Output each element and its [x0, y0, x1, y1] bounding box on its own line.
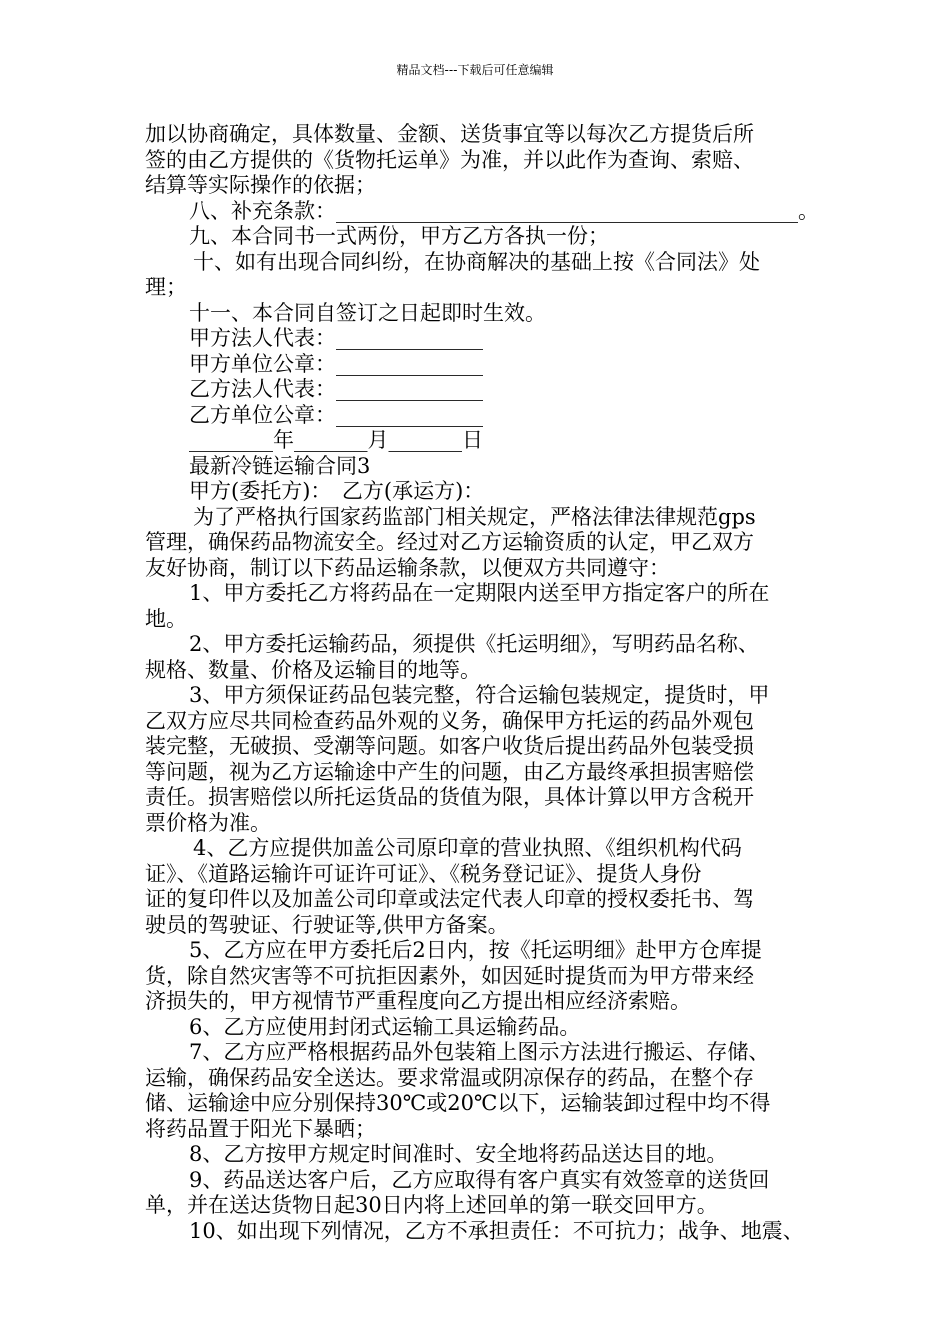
item-2: 2、甲方委托运输药品，须提供《托运明细》，写明药品名称、 — [189, 632, 759, 656]
party-b-legal-rep: 乙方法人代表：______________ — [189, 377, 483, 401]
text-line: 为了严格执行国家药监部门相关规定，严格法律法律规范gps — [193, 504, 756, 529]
text-line: 运输，确保药品安全送达。要求常温或阴凉保存的药品，在整个存 — [145, 1065, 754, 1090]
text-line: 票价格为准。 — [145, 810, 271, 835]
text-line: 结算等实际操作的依据； — [145, 173, 376, 197]
clause-9: 九、本合同书一式两份，甲方乙方各执一份； — [189, 224, 609, 248]
text-line: 单，并在送达货物日起30日内将上述回单的第一联交回甲方。 — [145, 1193, 718, 1217]
text-line: 签的由乙方提供的《货物托运单》为准，并以此作为查询、索赔、 — [145, 147, 754, 172]
item-1: 1、甲方委托乙方将药品在一定期限内送至甲方指定客户的所在 — [189, 581, 770, 605]
text-line: 证》、《道路运输许可证许可证》、《税务登记证》、提货人身份 — [145, 861, 702, 886]
text-line: 友好协商，制订以下药品运输条款，以便双方共同遵守： — [145, 555, 670, 580]
date-line: ________年_______月_______日 — [189, 428, 483, 452]
party-b-seal: 乙方单位公章：______________ — [189, 402, 483, 427]
text-line: 证的复印件以及加盖公司印章或法定代表人印章的授权委托书、驾 — [145, 887, 754, 911]
item-9: 9、药品送达客户后，乙方应取得有客户真实有效签章的送货回 — [189, 1167, 770, 1192]
text-line: 管理，确保药品物流安全。经过对乙方运输资质的认定，甲乙双方 — [145, 530, 754, 554]
item-3: 3、甲方须保证药品包装完整，符合运输包装规定，提货时，甲 — [189, 683, 770, 707]
item-8: 8、乙方按甲方规定时间准时、安全地将药品送达目的地。 — [189, 1142, 728, 1166]
item-7: 7、乙方应严格根据药品外包装箱上图示方法进行搬运、存储、 — [189, 1040, 770, 1064]
text-line: 规格、数量、价格及运输目的地等。 — [145, 657, 481, 682]
section-title: 最新冷链运输合同3 — [189, 453, 371, 478]
item-4: 4、乙方应提供加盖公司原印章的营业执照、《组织机构代码 — [193, 836, 742, 860]
party-a-legal-rep: 甲方法人代表：______________ — [189, 326, 483, 350]
item-6: 6、乙方应使用封闭式运输工具运输药品。 — [189, 1014, 581, 1039]
text-line: 加以协商确定，具体数量、金额、送货事宜等以每次乙方提货后所 — [145, 122, 754, 146]
text-line: 将药品置于阳光下暴晒； — [145, 1116, 376, 1141]
document-body — [145, 122, 819, 1244]
page-header: 精品文档---下载后可任意编辑 — [396, 63, 554, 77]
text-line: 货，除自然灾害等不可抗拒因素外，如因延时提货而为甲方带来经 — [145, 963, 754, 988]
clause-10: 十、如有出现合同纠纷，在协商解决的基础上按《合同法》处 — [193, 249, 760, 274]
text-line: 理； — [145, 275, 187, 299]
party-a-seal: 甲方单位公章：______________ — [189, 351, 483, 376]
text-line: 济损失的，甲方视情节严重程度向乙方提出相应经济索赔。 — [145, 989, 691, 1013]
parties-line: 甲方(委托方)： 乙方(承运方)： — [189, 479, 485, 503]
clause-8: 八、补充条款：____________________________________________。 — [189, 198, 819, 223]
text-line: 等问题，视为乙方运输途中产生的问题，由乙方最终承担损害赔偿 — [145, 759, 754, 784]
item-5: 5、乙方应在甲方委托后2日内，按《托运明细》赴甲方仓库提 — [189, 938, 762, 962]
text-line: 责任。损害赔偿以所托运货品的货值为限，具体计算以甲方含税开 — [145, 785, 754, 809]
item-10: 10、如出现下列情况，乙方不承担责任：不可抗力；战争、地震、 — [189, 1218, 804, 1243]
text-line: 驶员的驾驶证、行驶证等,供甲方备案。 — [145, 912, 509, 937]
text-line: 乙双方应尽共同检查药品外观的义务，确保甲方托运的药品外观包 — [145, 708, 754, 733]
text-line: 储、运输途中应分别保持30℃或20℃以下，运输装卸过程中均不得 — [145, 1091, 771, 1115]
clause-11: 十一、本合同自签订之日起即时生效。 — [189, 300, 546, 325]
text-line: 装完整，无破损、受潮等问题。如客户收货后提出药品外包装受损 — [145, 734, 754, 758]
text-line: 地。 — [145, 606, 187, 631]
